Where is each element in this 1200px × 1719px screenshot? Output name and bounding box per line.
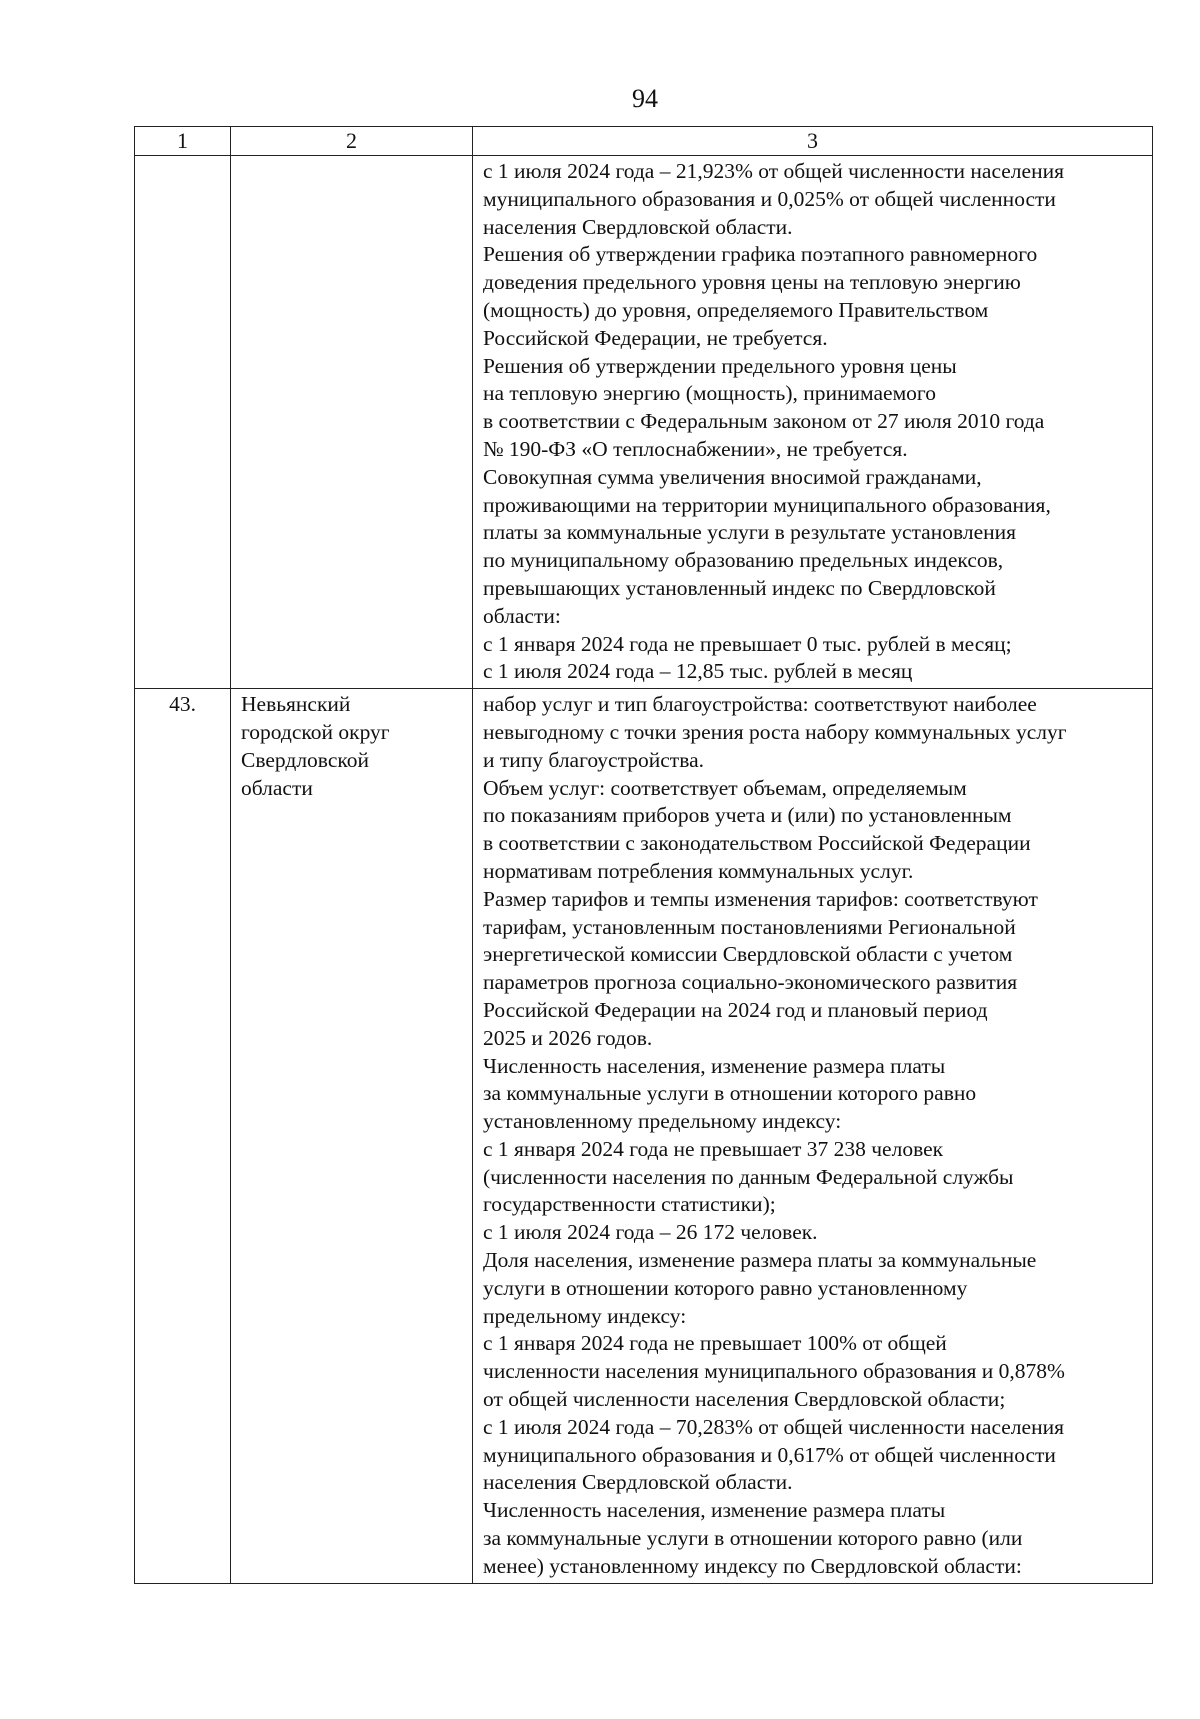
text-line: превышающих установленный индекс по Свердловской xyxy=(483,575,996,600)
text-line: набор услуг и тип благоустройства: соответствуют наиболее xyxy=(483,692,1037,717)
text-line: на тепловую энергию (мощность), принимаемого xyxy=(483,381,936,406)
text-line: тарифам, установленным постановлениями Региональной xyxy=(483,914,1016,939)
text-line: Численность населения, изменение размера платы xyxy=(483,1053,946,1078)
tariff-table xyxy=(134,126,1153,1584)
text-line: по показаниям приборов учета и (или) по установленным xyxy=(483,803,1012,828)
text-line: Доля населения, изменение размера платы за коммунальные xyxy=(483,1248,1037,1273)
text-line: в соответствии с законодательством Российской Федерации xyxy=(483,831,1031,856)
text-line: от общей численности населения Свердловской области; xyxy=(483,1387,1006,1412)
text-line: в соответствии с Федеральным законом от 27 июля 2010 года xyxy=(483,409,1045,434)
text-line: платы за коммунальные услуги в результате установления xyxy=(483,520,1017,545)
text-line: энергетической комиссии Свердловской области с учетом xyxy=(483,942,1013,967)
text-line: численности населения муниципального образования и 0,878% xyxy=(483,1359,1065,1384)
text-line: и типу благоустройства. xyxy=(483,747,704,772)
text-line: Объем услуг: соответствует объемам, определяемым xyxy=(483,775,967,800)
text-line: предельному индексу: xyxy=(483,1303,687,1328)
text-line: с 1 июля 2024 года – 70,283% от общей численности населения xyxy=(483,1414,1064,1439)
text-line: государственности статистики); xyxy=(483,1192,776,1217)
text-line: по муниципальному образованию предельных индексов, xyxy=(483,548,1004,573)
table-row-continuation xyxy=(135,156,1153,689)
text-line: за коммунальные услуги в отношении которого равно (или xyxy=(483,1526,1023,1551)
entry-name-cell xyxy=(231,689,473,1584)
text-line: Решения об утверждении предельного уровня цены xyxy=(483,353,957,378)
header-col-2: 2 xyxy=(231,127,473,156)
text-line: услуги в отношении которого равно установленному xyxy=(483,1275,968,1300)
text-line: с 1 июля 2024 года – 26 172 человек. xyxy=(483,1220,818,1245)
text-line: проживающими на территории муниципального образования, xyxy=(483,492,1051,517)
entry-name-line: Невьянский xyxy=(241,692,351,717)
text-line: с 1 июля 2024 года – 12,85 тыс. рублей в месяц xyxy=(483,659,913,684)
text-line: менее) установленному индексу по Свердловской области: xyxy=(483,1553,1022,1578)
text-line: с 1 января 2024 года не превышает 37 238 человек xyxy=(483,1136,944,1161)
continuation-name-cell xyxy=(231,156,473,689)
header-col-1: 1 xyxy=(135,127,231,156)
text-line: населения Свердловской области. xyxy=(483,214,793,239)
text-line: области: xyxy=(483,603,561,628)
text-line: 2025 и 2026 годов. xyxy=(483,1025,653,1050)
text-line: Совокупная сумма увеличения вносимой гражданами, xyxy=(483,464,982,489)
page-number: 94 xyxy=(632,84,658,113)
table-row-43 xyxy=(135,689,1153,1584)
text-line: Решения об утверждении графика поэтапного равномерного xyxy=(483,242,1038,267)
text-line: параметров прогноза социально-экономического развития xyxy=(483,970,1018,995)
entry-text-cell xyxy=(473,689,1153,1584)
text-line: (численности населения по данным Федеральной службы xyxy=(483,1164,1014,1189)
text-line: доведения предельного уровня цены на тепловую энергию xyxy=(483,270,1021,295)
continuation-number-cell xyxy=(135,156,231,689)
text-line: установленному предельному индексу: xyxy=(483,1109,842,1134)
text-line: с 1 июля 2024 года – 21,923% от общей численности населения xyxy=(483,159,1064,183)
text-line: населения Свердловской области. xyxy=(483,1470,793,1495)
text-line: (мощность) до уровня, определяемого Правительством xyxy=(483,297,989,322)
text-line: с 1 января 2024 года не превышает 0 тыс. рублей в месяц; xyxy=(483,631,1012,656)
entry-name-line: области xyxy=(241,775,313,800)
entry-name-line: городской округ xyxy=(241,719,390,744)
text-line: Размер тарифов и темпы изменения тарифов: соответствуют xyxy=(483,886,1038,911)
text-line: муниципального образования и 0,617% от общей численности xyxy=(483,1442,1056,1467)
text-line: с 1 января 2024 года не превышает 100% от общей xyxy=(483,1331,947,1356)
entry-number: 43. xyxy=(135,689,231,1584)
text-line: за коммунальные услуги в отношении которого равно xyxy=(483,1081,977,1106)
text-line: № 190-ФЗ «О теплоснабжении», не требуется. xyxy=(483,436,908,461)
table-header-row xyxy=(135,127,1153,156)
entry-name-line: Свердловской xyxy=(241,747,369,772)
header-col-3: 3 xyxy=(473,127,1153,156)
text-line: муниципального образования и 0,025% от общей численности xyxy=(483,186,1056,211)
continuation-text-cell xyxy=(473,156,1153,689)
text-line: Численность населения, изменение размера платы xyxy=(483,1498,946,1523)
text-line: Российской Федерации, не требуется. xyxy=(483,325,828,350)
text-line: Российской Федерации на 2024 год и плановый период xyxy=(483,997,988,1022)
text-line: нормативам потребления коммунальных услуг. xyxy=(483,858,914,883)
text-line: невыгодному с точки зрения роста набору коммунальных услуг xyxy=(483,719,1067,744)
